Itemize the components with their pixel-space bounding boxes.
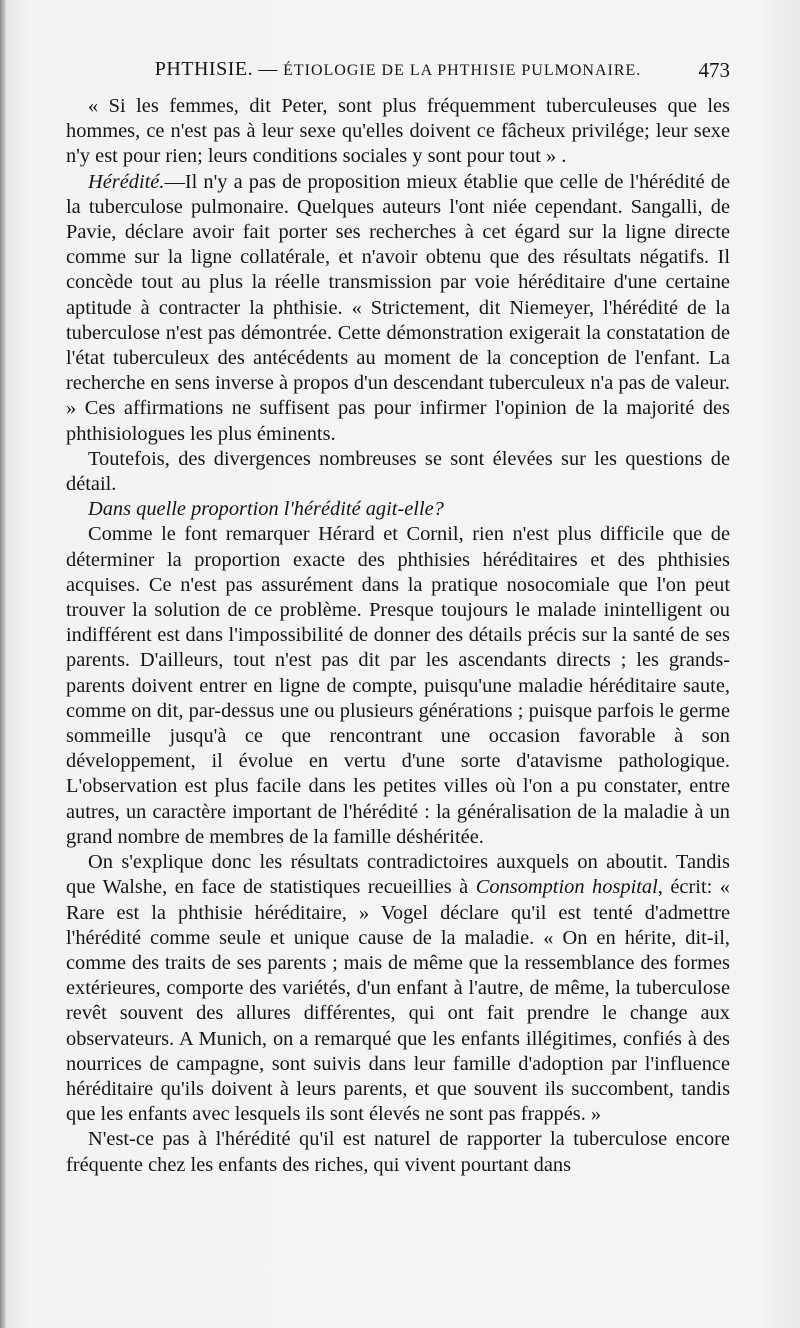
paragraph-divergences: Toutefois, des divergences nombreuses se sont élevées sur les questions de détail. <box>66 447 730 496</box>
walshe-text-a: On s'explique donc les résultats contradictoires auxquels on aboutit. Tandis que Walshe, en face de statistiques recueillies à <box>66 851 730 899</box>
running-head-dash: — <box>258 59 278 80</box>
binding-edge <box>0 0 6 1328</box>
paragraph-herard-cornil: Comme le font remarquer Hérard et Cornil, rien n'est plus difficile que de déterminer la proportion exacte des phthisies héréditaires et des phthisies acquises. Ce n'est pas assurément dans la pratique nosocomiale que l'on peut trouver la solution de ce problème. Presque toujours le malade inintelligent ou indifférent est dans l'impossibilité de donner des détails précis sur la santé de ses parents. D'ailleurs, tout n'est pas dit par les ascendants directs ; les grands-parents doivent entrer en ligne de compte, puisqu'une maladie héréditaire saute, comme on dit, par-dessus une ou plusieurs générations ; puisque parfois le germe sommeille jusqu'à ce que rencontrant une occasion favorable à son développement, il évolue en vertu d'une sorte d'atavisme pathologique. L'observation est plus facile dans les petites villes où l'on a pu constater, entre autres, un caractère important de l'hérédité : la généralisation de la maladie à un grand nombre de membres de la famille déshéritée. <box>66 523 730 848</box>
walshe-text-b: , écrit: « Rare est la phthisie héréditaire, » Vogel déclare qu'il est tenté d'admettre l'hérédité comme seule et unique cause de la maladie. « On en hérite, dit-il, comme des traits de ses parents ; mais de même que la ressemblance des formes extérieures, comporte des variétés, d'un enfant à l'autre, de même, la tuberculose revêt souvent des allures différentes, qui ont fait prendre le change aux observateurs. A Munich, on a remarqué que les enfants illégitimes, confiés à des nourrices de campagne, sont suivis dans leur famille d'adoption par l'influence héréditaire qu'ils doivent à leurs parents, et que souvent ils succombent, tandis que les enfants avec lesquels ils sont élevés ne sont pas frappés. » <box>66 876 730 1126</box>
paragraph-heredite-text: —Il n'y a pas de proposition mieux établie que celle de l'hérédité de la tuberculose pulmonaire. Quelques auteurs l'ont niée cependant. Sangalli, de Pavie, déclare avoir fait porter ses recherches à cet égard sur la ligne directe comme sur la ligne collatérale, et n'avoir obtenu que des résultats négatifs. Il concède tout au plus la réelle transmission par voie héréditaire d'une certaine aptitude à contracter la phthisie. « Strictement, dit Niemeyer, l'hérédité de la tuberculose n'est pas démontrée. Cette démonstration exigerait la constatation de l'état tuberculeux des antécédents au moment de la conception de l'enfant. La recherche en sens inverse à propos d'un descendant tuberculeux n'a pas de valeur. » Ces affirmations ne suffisent pas pour infirmer l'opinion de la majorité des phthisiologues les plus éminents. <box>66 170 730 445</box>
running-head <box>66 58 730 81</box>
paragraph-walshe-vogel <box>66 850 730 1127</box>
page-header <box>66 58 730 88</box>
page-number: 473 <box>698 58 730 82</box>
paragraph-enfants-riches: N'est-ce pas à l'hérédité qu'il est naturel de rapporter la tuberculose encore fréquente chez les enfants des riches, qui vivent pourtant dans <box>66 1128 730 1176</box>
consomption-hospital: Consomption hospital <box>475 876 658 899</box>
paragraph-heredite <box>66 170 730 447</box>
section-heading-heredite: Hérédité. <box>88 170 165 193</box>
paragraph-peter-quote: « Si les femmes, dit Peter, sont plus fréquemment tuberculeuses que les hommes, ce n'est pas à leur sexe qu'elles doivent ce fâcheux privilége; leur sexe n'y est pour rien; leurs conditions sociales y sont pour tout » . <box>66 95 730 168</box>
running-head-subtitle: ÉTIOLOGIE DE LA PHTHISIE PULMONAIRE. <box>283 62 642 79</box>
running-head-title: PHTHISIE. <box>154 58 254 80</box>
body-text <box>66 94 730 1178</box>
subheading-proportion: Dans quelle proportion l'hérédité agit-elle? <box>88 498 444 521</box>
